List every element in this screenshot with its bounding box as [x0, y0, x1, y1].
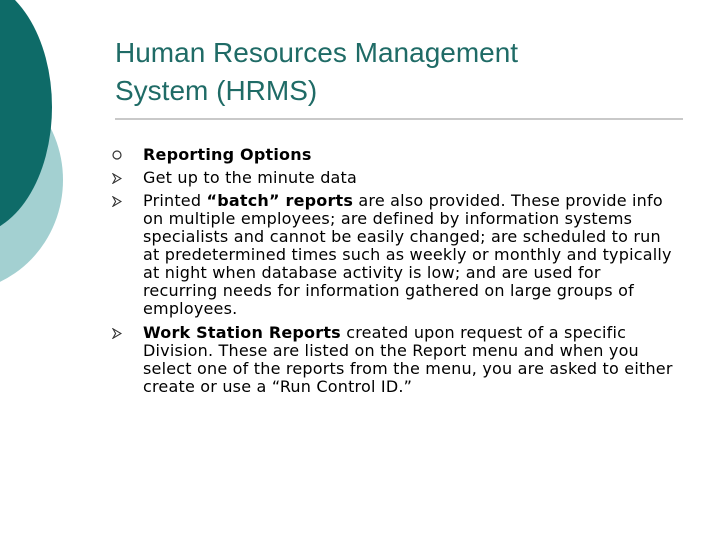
title-line-1: Human Resources Management	[115, 37, 519, 68]
title-line-2: System (HRMS)	[115, 75, 318, 106]
bullet-text: Get up to the minute data	[143, 168, 358, 187]
arrow-bullet-icon	[110, 169, 124, 187]
arrow-bullet-icon	[110, 324, 124, 342]
hollow-circle-bullet-icon	[110, 146, 124, 164]
bullet-item-work-station-reports	[110, 324, 680, 396]
bullet-item-reporting-options	[110, 146, 680, 164]
bullet-item-minute-data	[110, 169, 680, 187]
bullet-text-prefix: Printed	[143, 191, 207, 210]
bullet-bold-text: “batch” reports	[206, 191, 354, 210]
bullet-text-body: are also provided. These provide info on multiple employees; are defined by information systems specialists and cannot be easily changed; are scheduled to run at predetermined times such as weekly or monthly and typically at night when database activity is low; and are used for recurring needs for information gathered on large groups of employees.	[143, 191, 672, 318]
bullet-item-batch-reports	[110, 192, 680, 318]
slide-title	[115, 34, 675, 110]
arrow-bullet-icon	[110, 192, 124, 210]
bullet-bold-text: Reporting Options	[143, 145, 312, 164]
bullet-text-body: created upon request of a specific Division. These are listed on the Report menu and when you select one of the reports from the menu, you are asked to either create or use a “Run Control ID.”	[143, 323, 673, 396]
bullet-list	[110, 146, 680, 396]
title-divider	[115, 118, 683, 120]
bullet-bold-text: Work Station Reports	[143, 323, 341, 342]
